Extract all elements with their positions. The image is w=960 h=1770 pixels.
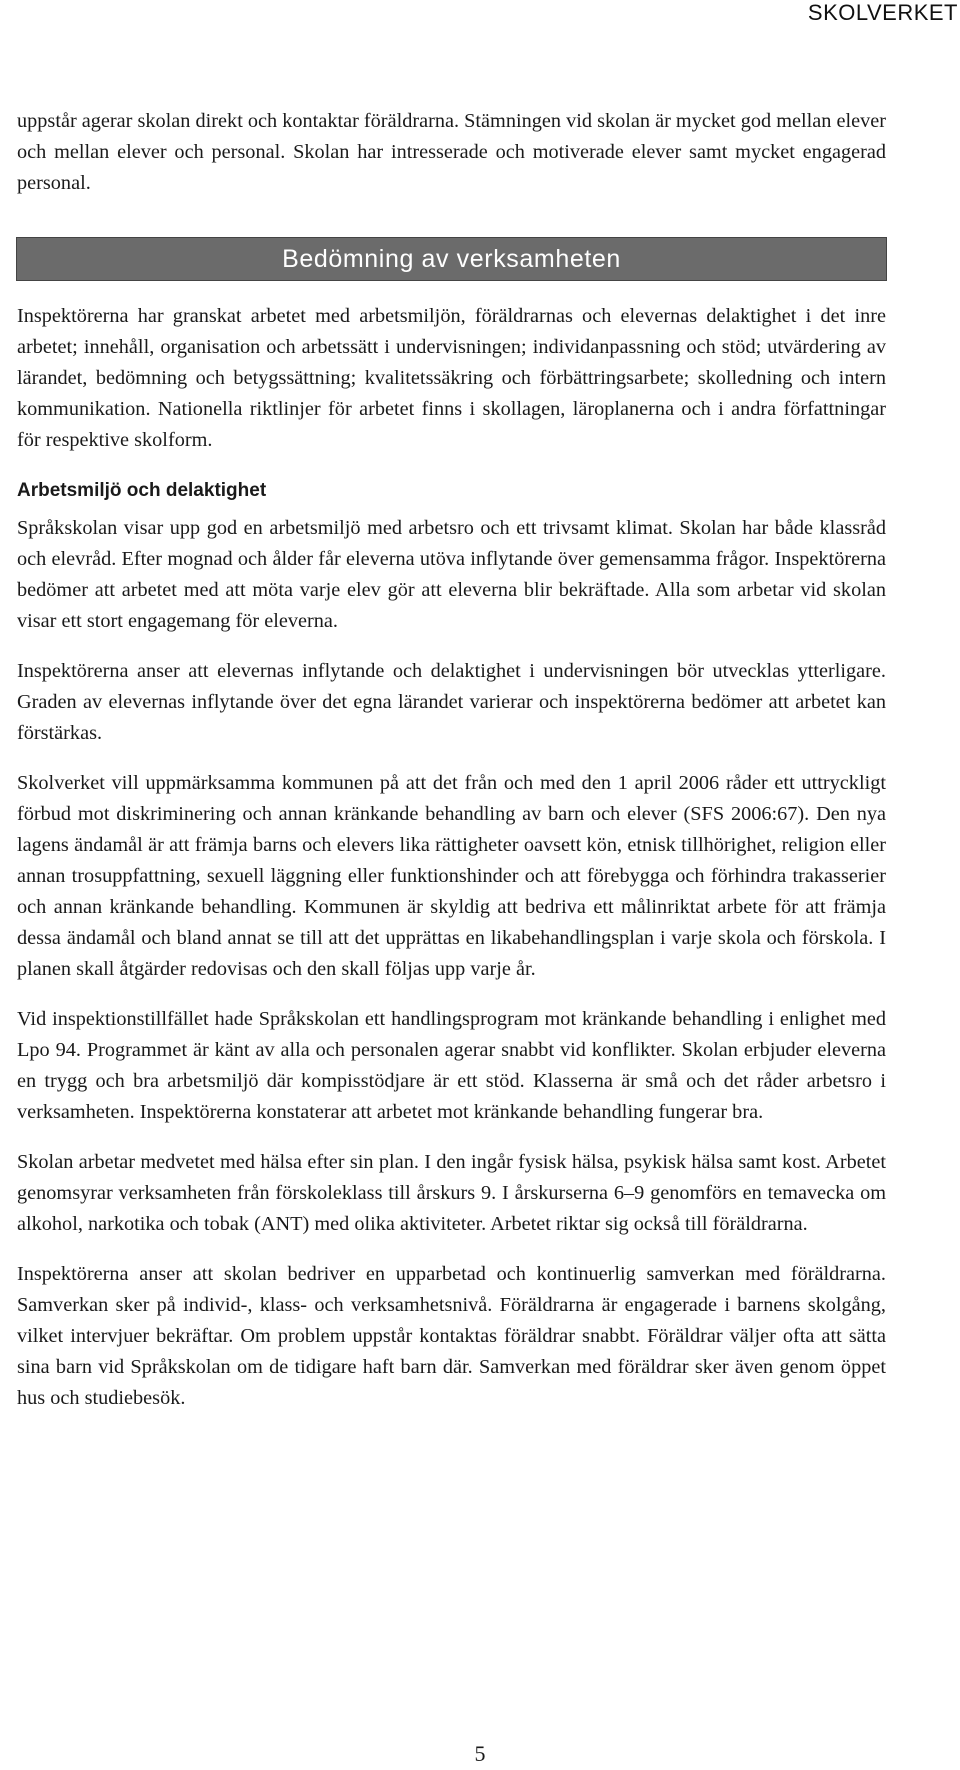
paragraph-samverkan: Inspektörerna anser att skolan bedriver en upparbetad och kontinuerlig samverkan med föräldrarna. Samverkan sker på individ-, klass- och verksamhetsnivå. Föräldrarna är engagerade i barnens skolgång, vilket intervjuer bekräftar. Om problem uppstår kontaktas föräldrar snabbt. Föräldrar väljer ofta att sätta sina barn vid Språkskolan om de tidigare haft barn där. Samverkan med föräldrar sker även genom öppet hus och studiebesök. [17, 1263, 886, 1409]
subsection-heading: Arbetsmiljö och delaktighet [17, 480, 267, 501]
paragraph-diskriminering: Skolverket vill uppmärksamma kommunen på att det från och med den 1 april 2006 råder ett uttryckligt förbud mot diskriminering och annan kränkande behandling av barn och elever (SFS 2006:67). Den nya lagens ändamål är att främja barns och elevers lika rättigheter oavsett kön, etnisk tillhörighet, religion eller annan trosuppfattning, sexuell läggning eller funktionshinder och att förebygga och förhindra trakasserier och annan kränkande behandling. Kommunen är skyldig att bedriva ett målinriktat arbete för att främja dessa ändamål och bland annat se till att det upprättas en likabehandlingsplan i varje skola och förskola. I planen skall åtgärder redovisas och den skall följas upp varje år. [17, 772, 886, 980]
document-body [17, 106, 886, 1414]
paragraph-halsa: Skolan arbetar medvetet med hälsa efter sin plan. I den ingår fysisk hälsa, psykisk hälsa samt kost. Arbetet genomsyrar verksamheten från förskoleklass till årskurs 9. I årskurserna 6–9 genomförs en temavecka om alkohol, narkotika och tobak (ANT) med olika aktiviteter. Arbetet riktar sig också till föräldrarna. [17, 1151, 886, 1235]
paragraph-handlingsprogram: Vid inspektionstillfället hade Språkskolan ett handlingsprogram mot kränkande behandling i enlighet med Lpo 94. Programmet är känt av alla och personalen agerar snabbt vid konflikter. Skolan erbjuder eleverna en trygg och bra arbetsmiljö där kompisstödjare är ett stöd. Klasserna är små och det råder arbetsro i verksamheten. Inspektörerna konstaterar att arbetet mot kränkande behandling fungerar bra. [17, 1008, 886, 1123]
section-title-banner: Bedömning av verksamheten [16, 237, 887, 281]
paragraph-arbetsmiljo: Språkskolan visar upp god en arbetsmiljö med arbetsro och ett trivsamt klimat. Skolan har både klassråd och elevråd. Efter mognad och ålder får eleverna utöva inflytande över gemensamma frågor. Inspektörerna bedömer att arbetet med att möta varje elev gör att eleverna blir bekräftade. Alla som arbetar vid skolan visar ett stort engagemang för eleverna. [17, 517, 886, 632]
section-lead-paragraph: Inspektörerna har granskat arbetet med arbetsmiljön, föräldrarnas och elevernas delaktighet i det inre arbetet; innehåll, organisation och arbetssätt i undervisningen; individanpassning och stöd; utvärdering av lärandet, bedömning och betygssättning; kvalitetssäkring och förbättringsarbete; skolledning och intern kommunikation. Nationella riktlinjer för arbetet finns i skollagen, läroplanerna och i andra författningar för respektive skolform. [17, 305, 886, 451]
page-number: 5 [474, 1741, 486, 1766]
paragraph-inflytande: Inspektörerna anser att elevernas inflytande och delaktighet i undervisningen bör utvecklas ytterligare. Graden av elevernas inflytande över det egna lärandet varierar och inspektörerna bedömer att arbetet kan förstärkas. [17, 660, 886, 744]
header-brand: SKOLVERKET [807, 0, 958, 25]
intro-paragraph: uppstår agerar skolan direkt och kontaktar föräldrarna. Stämningen vid skolan är mycket god mellan elever och mellan elever och personal. Skolan har intresserade och motiverade elever samt mycket engagerad personal. [17, 110, 886, 194]
